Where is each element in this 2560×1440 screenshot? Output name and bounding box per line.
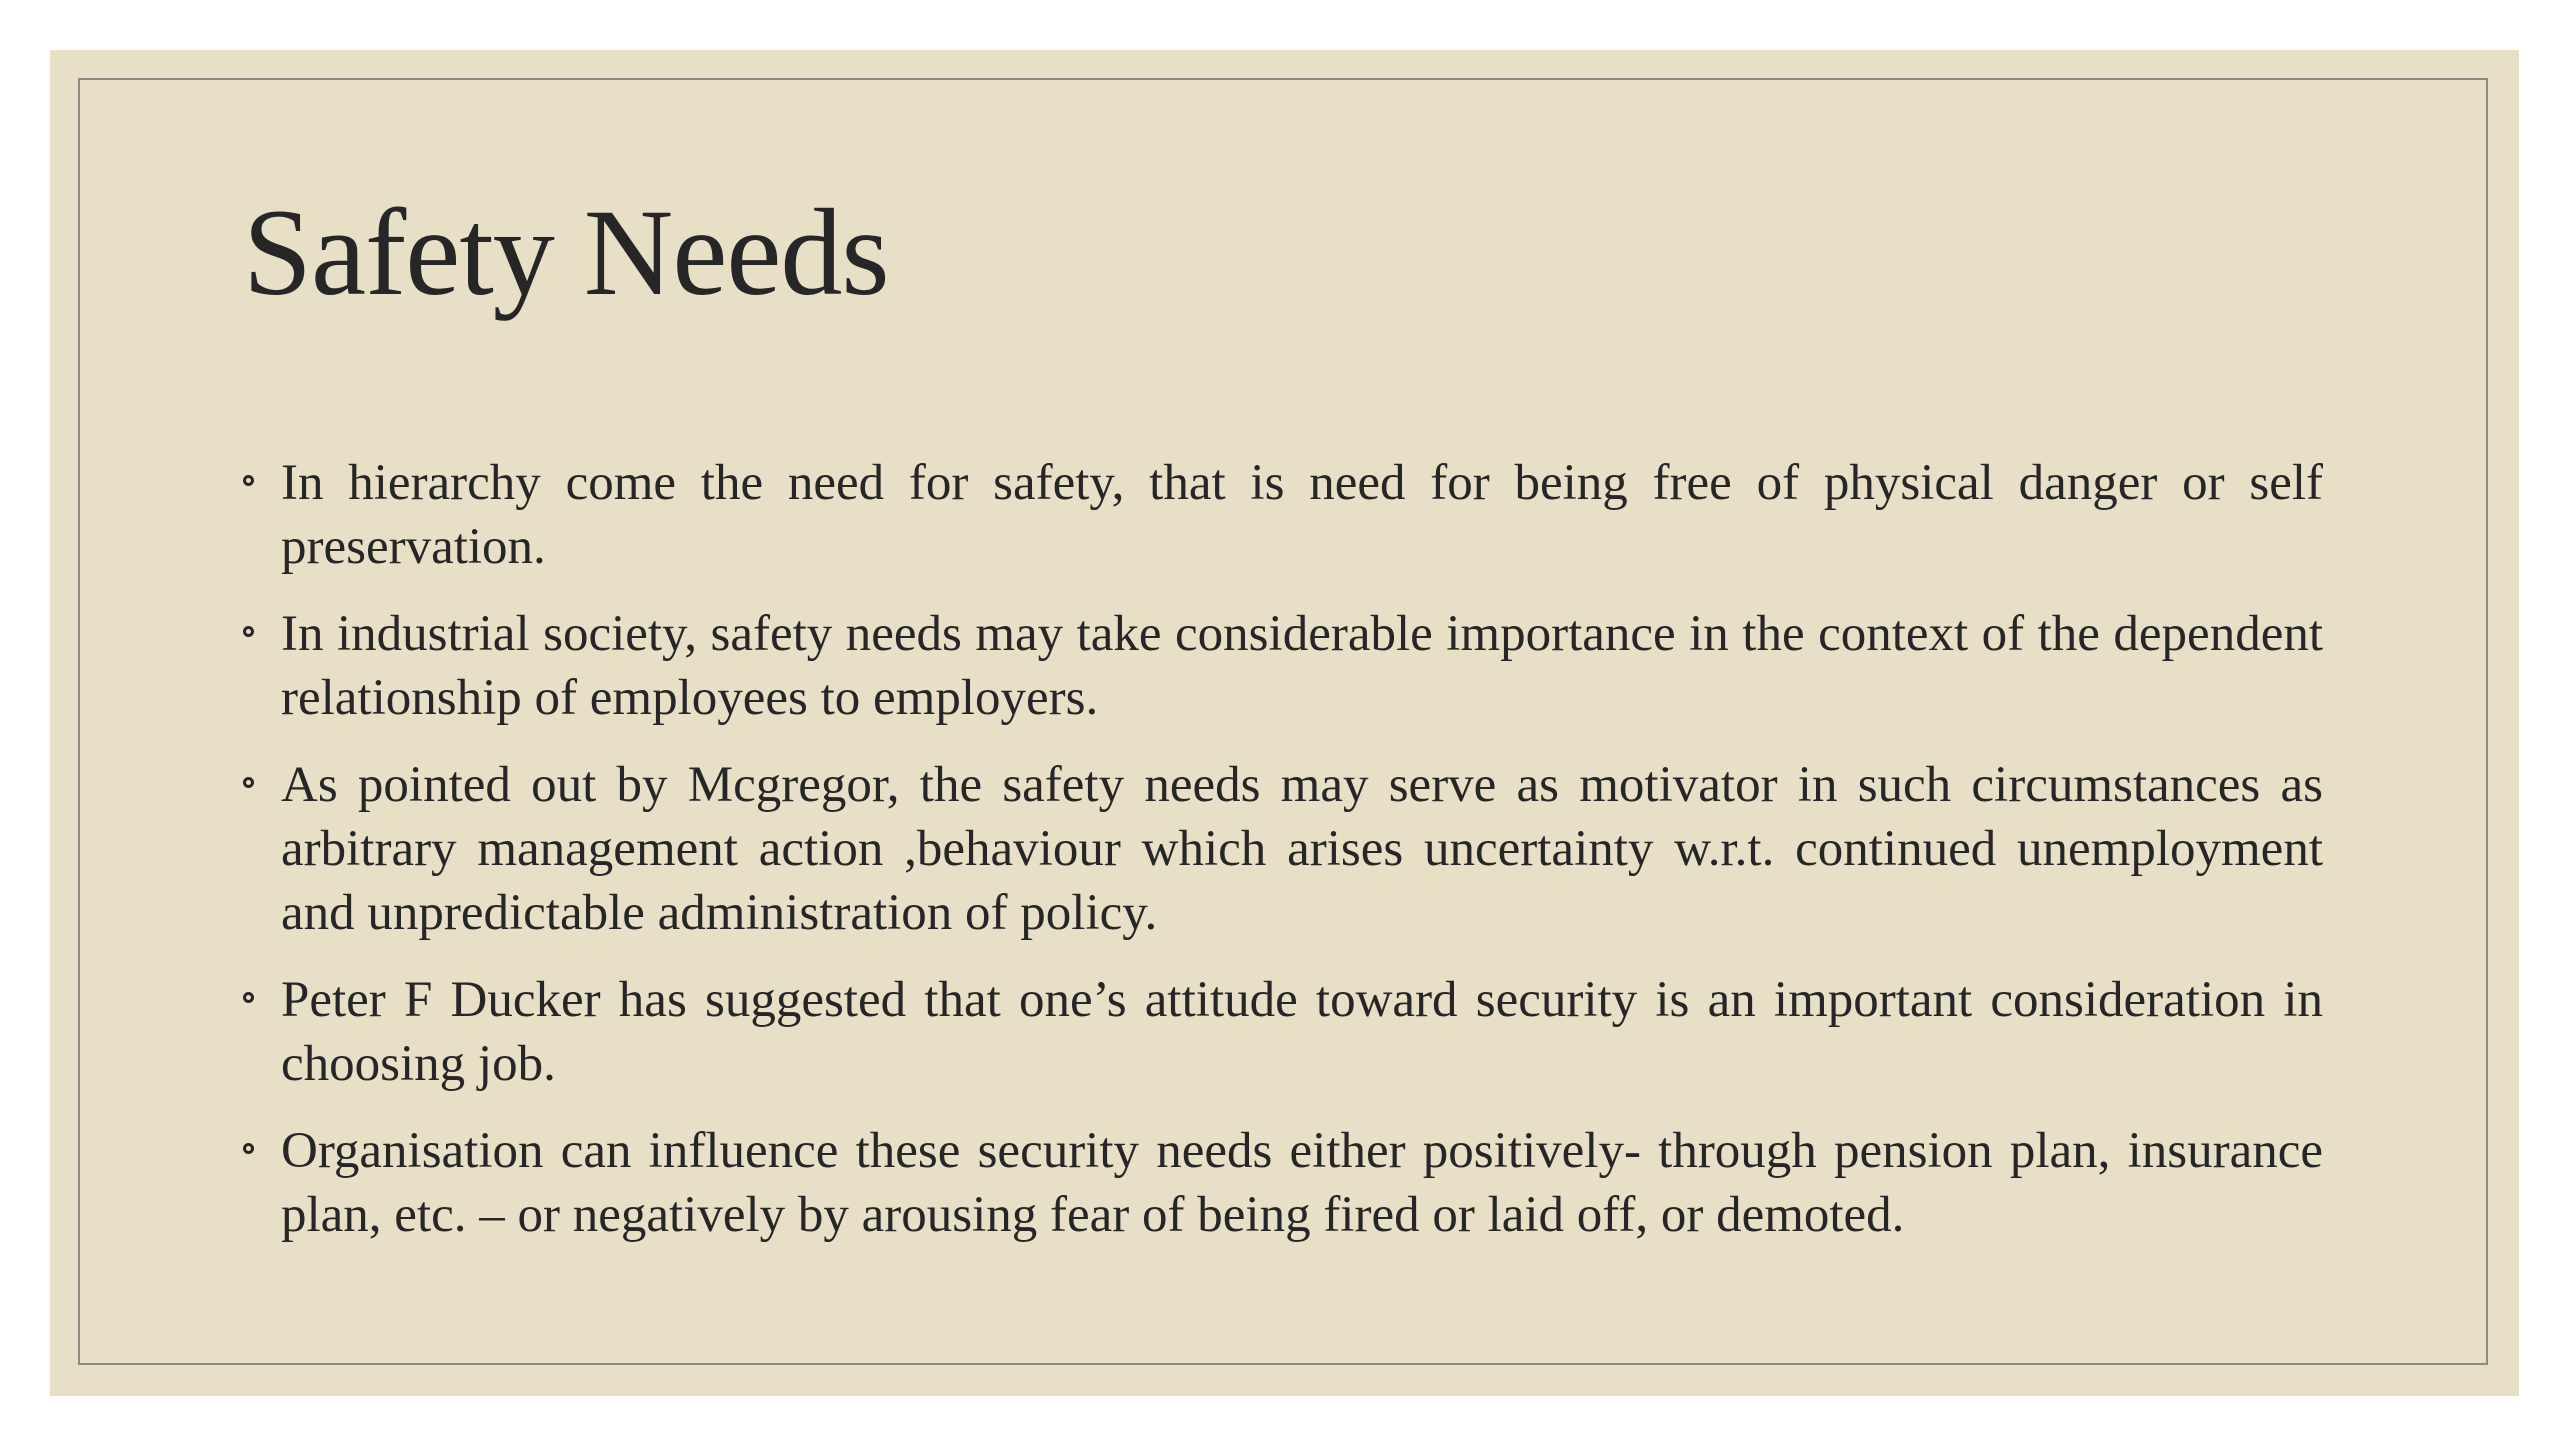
bullet-circle-icon xyxy=(243,1143,254,1154)
bullet-circle-icon xyxy=(243,992,254,1003)
bullet-circle-icon xyxy=(243,626,254,637)
list-item xyxy=(243,753,2323,945)
bullet-text: Peter F Ducker has suggested that one’s attitude toward security is an important consideration in choosing job. xyxy=(281,972,2323,1092)
bullet-text: In hierarchy come the need for safety, that is need for being free of physical danger or self preservation. xyxy=(281,455,2323,575)
bullet-text: As pointed out by Mcgregor, the safety needs may serve as motivator in such circumstances as arbitrary management action ,behaviour which arises uncertainty w.r.t. continued unemployment and unpredictable administration of policy. xyxy=(281,757,2323,941)
list-item xyxy=(243,1119,2323,1247)
slide-title: Safety Needs xyxy=(243,184,889,321)
bullet-text: Organisation can influence these security needs either positively- through pension plan, insurance plan, etc. – or negatively by arousing fear of being fired or laid off, or demoted. xyxy=(281,1123,2323,1243)
list-item xyxy=(243,451,2323,579)
list-item xyxy=(243,602,2323,730)
list-item xyxy=(243,968,2323,1096)
bullet-circle-icon xyxy=(243,475,254,486)
bullet-circle-icon xyxy=(243,777,254,788)
bullet-list xyxy=(243,451,2323,1270)
slide xyxy=(50,50,2519,1396)
bullet-text: In industrial society, safety needs may take considerable importance in the context of the dependent relationship of employees to employers. xyxy=(281,606,2323,726)
